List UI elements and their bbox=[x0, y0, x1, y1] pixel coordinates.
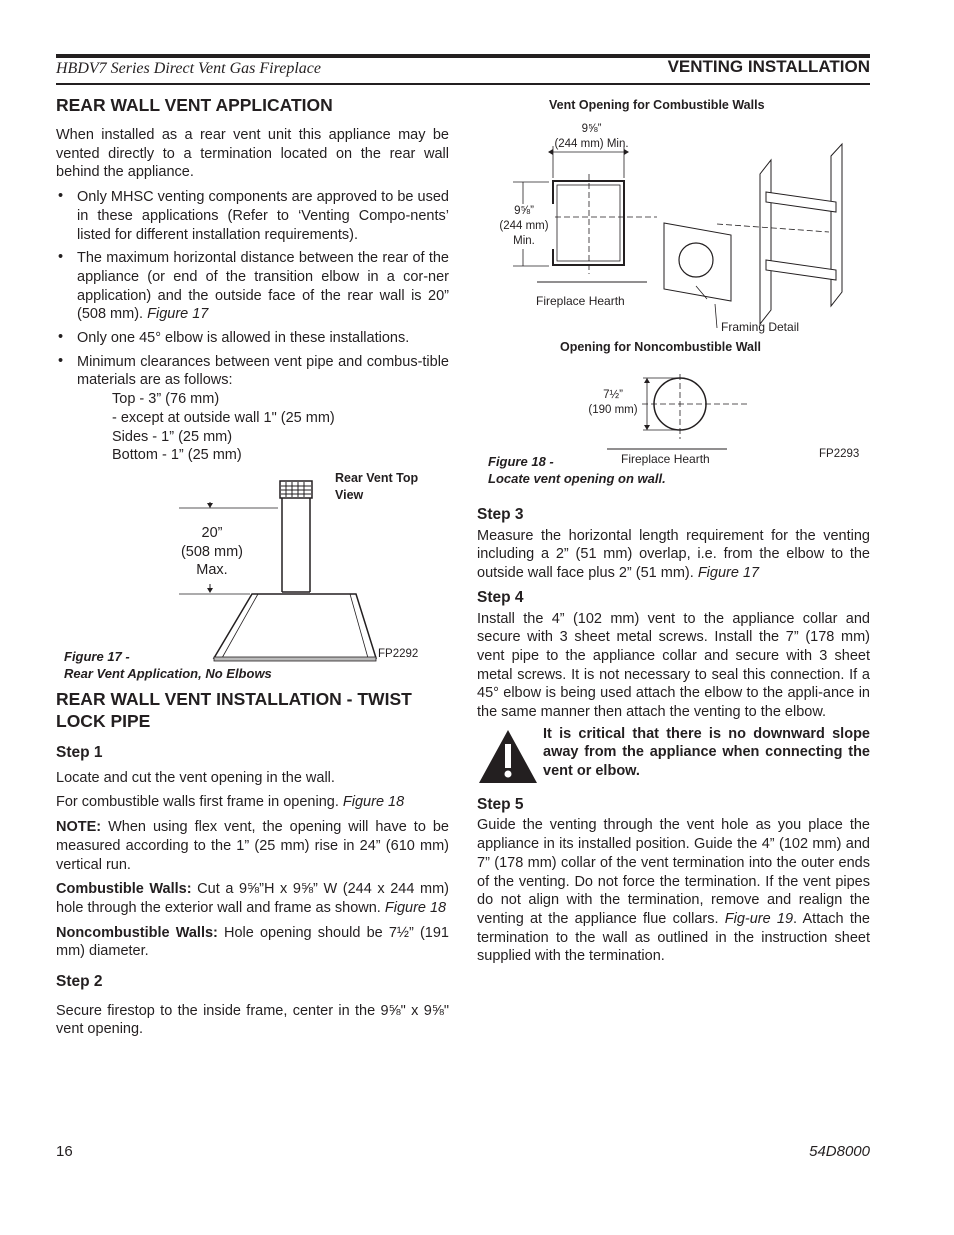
note-label: NOTE: bbox=[56, 819, 102, 836]
vent-opening-diagram bbox=[477, 94, 870, 474]
paragraph-text: Cut a 9⅝”H x 9⅝” W (244 x 244 mm) hole through the exterior wall and frame as shown. bbox=[56, 881, 450, 916]
step-4-heading: Step 4 bbox=[477, 588, 524, 606]
dimension-value: 9⅝” bbox=[514, 205, 534, 217]
fireplace-hearth-label: Fireplace Hearth bbox=[536, 294, 625, 308]
figure-17-caption bbox=[64, 648, 272, 682]
noncombustible-label: Noncombustible Walls: bbox=[56, 924, 218, 941]
combustible-label: Combustible Walls: bbox=[56, 881, 192, 898]
clearances-list bbox=[77, 390, 449, 465]
requirements-list bbox=[56, 188, 449, 465]
framing-detail-label: Framing Detail bbox=[721, 320, 800, 334]
clearance-sides: Sides - 1” (25 mm) bbox=[112, 428, 233, 445]
paragraph-text: Guide the venting through the vent hole as you place the appliance in its installed position. Guide the 4” (102 mm) and 7” (178 mm) collar of the vent termination into the outer ends of the venting. Do not force the termination. If the vent pipes do not align with the termination, remove and realign the venting at the appliance flue collars. bbox=[477, 817, 870, 927]
list-item-text: Only MHSC venting components are approved to be used in these applications (Refer to ‘Venting Compo-nents’ listed for different installation requirements). bbox=[77, 189, 449, 243]
step-4-text: Install the 4” (102 mm) vent to the appliance collar and secure with 3 sheet metal screws. Install the 7” (178 mm) vent pipe to the appliance collar and secure with 3 sheet metal screws. It is not necessary to seal this connection. If a 45° elbow is being used attach the elbow to the appli-ance in the same manner then attach the venting to the elbow. bbox=[477, 610, 870, 721]
list-item-text: The maximum horizontal distance between the rear of the appliance (or end of the transition elbow in a cor-ner application) and the outside face of the rear wall is 20” (508 mm). bbox=[77, 250, 449, 323]
height-dimension-label bbox=[493, 204, 555, 249]
clearance-bottom: Bottom - 1” (25 mm) bbox=[112, 447, 242, 464]
figure-reference: Figure 17 bbox=[147, 306, 209, 323]
step-1-heading: Step 1 bbox=[56, 744, 103, 761]
top-view-label-line-2: View bbox=[335, 488, 364, 502]
dimension-metric: (244 mm) bbox=[499, 220, 549, 232]
fireplace-hearth-label-2: Fireplace Hearth bbox=[621, 452, 710, 466]
paragraph-text: . Attach the termination to the wall as outlined in the instruction sheet supplied with the termination. bbox=[477, 910, 870, 965]
list-item-text: Only one 45° elbow is allowed in these installations. bbox=[77, 330, 410, 347]
step-2-heading: Step 2 bbox=[56, 973, 103, 991]
clearance-top: Top - 3” (76 mm) bbox=[112, 391, 220, 408]
step-5-heading: Step 5 bbox=[477, 795, 524, 813]
diameter-dimension-label bbox=[583, 388, 643, 418]
warning-text: It is critical that there is no downward slope away from the appliance when connecting the vent or elbow. bbox=[543, 725, 870, 780]
figure-code: FP2292 bbox=[378, 648, 419, 660]
figure-17 bbox=[56, 468, 449, 688]
list-item bbox=[56, 188, 449, 244]
step-2-text: Secure firestop to the inside frame, center in the 9⅝" x 9⅝" vent opening. bbox=[56, 1002, 449, 1038]
dimension-metric: (508 mm) bbox=[180, 543, 244, 560]
dimension-metric: (190 mm) bbox=[588, 404, 638, 416]
note-text: When using flex vent, the opening will have to be measured according to the 1” (25 mm) rise in 24” (610 mm) vertical run. bbox=[56, 819, 449, 873]
clearance-outside-wall: - except at outside wall 1" (25 mm) bbox=[112, 409, 335, 426]
combustible-walls-paragraph bbox=[56, 880, 449, 917]
step-1-text: Locate and cut the vent opening in the wall. bbox=[56, 769, 335, 786]
warning-icon bbox=[477, 728, 539, 786]
list-item bbox=[56, 353, 449, 465]
document-title: HBDV7 Series Direct Vent Gas Fireplace bbox=[56, 60, 321, 77]
noncombustible-walls-paragraph bbox=[56, 924, 449, 961]
section-title: VENTING INSTALLATION bbox=[667, 57, 870, 76]
figure-reference: Figure 18 bbox=[384, 899, 447, 916]
figure-18 bbox=[477, 94, 870, 494]
header-rule-bottom bbox=[56, 83, 870, 85]
twist-lock-heading: REAR WALL VENT INSTALLATION - TWIST LOCK PIPE bbox=[56, 689, 412, 731]
dimension-value: 7½” bbox=[603, 389, 623, 401]
figure-caption-number: Figure 17 - bbox=[64, 649, 130, 664]
step-3-heading: Step 3 bbox=[477, 506, 524, 523]
step-3-text bbox=[477, 527, 870, 583]
step-1-combustible bbox=[56, 793, 449, 812]
right-column-steps bbox=[477, 506, 870, 972]
step-5-text bbox=[477, 816, 870, 966]
intro-paragraph: When installed as a rear vent unit this appliance may be vented directly to a termination located on the rear wall behind the appliance. bbox=[56, 127, 449, 181]
rear-wall-vent-application-heading: REAR WALL VENT APPLICATION bbox=[56, 95, 333, 115]
paragraph-text: For combustible walls first frame in opening. bbox=[56, 794, 339, 811]
top-view-label bbox=[335, 470, 418, 504]
page-number: 16 bbox=[56, 1143, 73, 1160]
top-view-label-line-1: Rear Vent Top bbox=[335, 471, 419, 485]
figure-reference: Figure 18 bbox=[342, 794, 405, 811]
figure-18-caption bbox=[488, 453, 666, 487]
note-paragraph bbox=[56, 818, 449, 874]
document-number: 54D8000 bbox=[809, 1143, 870, 1160]
list-item bbox=[56, 329, 449, 348]
combustible-walls-title: Vent Opening for Combustible Walls bbox=[549, 98, 765, 112]
warning-block bbox=[477, 725, 870, 788]
paragraph-text: Hole opening should be 7½” (191 mm) diameter. bbox=[56, 924, 449, 960]
list-item-text: Minimum clearances between vent pipe and combus-tible materials are as follows: bbox=[77, 353, 449, 389]
installation-section bbox=[56, 688, 449, 1045]
figure-code: FP2293 bbox=[819, 448, 860, 460]
paragraph-text: Measure the horizontal length requirement for the venting including a 2” (51 mm) overlap, i.e. from the elbow to the outside wall face plus 2” (51 mm). bbox=[477, 527, 870, 582]
figure-caption-text: Locate vent opening on wall. bbox=[488, 471, 666, 486]
dimension-metric: (244 mm) Min. bbox=[554, 138, 629, 150]
figure-reference: Figure 17 bbox=[697, 565, 760, 582]
figure-caption-number: Figure 18 - bbox=[488, 454, 554, 469]
dimension-qualifier: Max. bbox=[196, 562, 228, 579]
width-dimension-label bbox=[539, 122, 644, 152]
noncombustible-wall-title: Opening for Noncombustible Wall bbox=[560, 340, 761, 354]
left-column bbox=[56, 94, 449, 470]
max-distance-dimension bbox=[166, 524, 258, 580]
dimension-value: 9⅝” bbox=[581, 123, 602, 135]
list-item bbox=[56, 249, 449, 324]
dimension-qualifier: Min. bbox=[513, 235, 535, 247]
figure-reference: Fig-ure 19 bbox=[724, 910, 794, 927]
figure-caption-text: Rear Vent Application, No Elbows bbox=[64, 666, 272, 681]
dimension-value: 20” bbox=[201, 525, 223, 541]
